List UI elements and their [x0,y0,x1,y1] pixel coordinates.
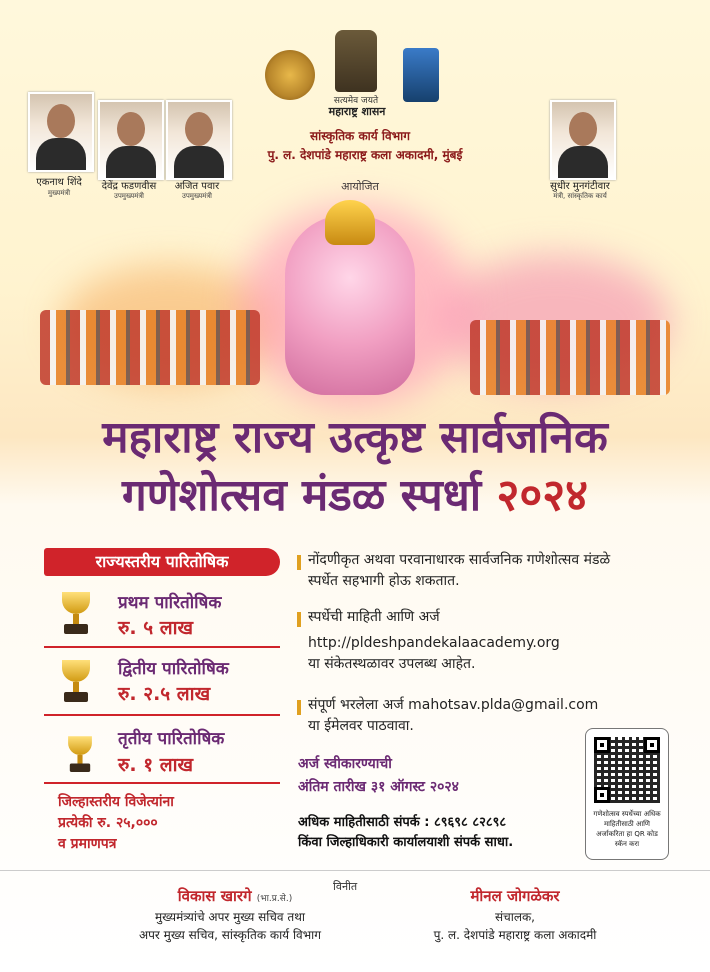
portrait-cm [28,92,94,172]
signatory-1-name [110,886,360,906]
eligibility-text [308,550,610,592]
sig-line: पु. ल. देशपांडे महाराष्ट्र कला अकादमी [433,928,597,942]
prize-amount: रु. २.५ लाख [118,683,211,705]
district-line: प्रत्येकी रु. २५,००० [58,815,158,831]
signatory-1-title [80,908,380,944]
footer-divider [0,870,710,871]
deadline [298,753,459,799]
contact-line: अधिक माहितीसाठी संपर्क : ८९६९८ ८२८९८ [298,815,507,830]
dignitary-name: देवेंद्र फडणवीस [101,181,157,192]
portrait-dcm-2 [166,100,232,180]
qr-finder [594,787,610,803]
website-link[interactable]: http://pldeshpandekalaacademy.org [308,635,560,651]
dignitary-name: सुधीर मुनगंटीवार [550,181,610,192]
trophy-icon [63,736,97,773]
academy-name: पु. ल. देशपांडे महाराष्ट्र कला अकादमी, मुंबई [267,148,463,162]
prize-amount: रु. १ लाख [118,754,194,776]
info-line: स्पर्धेची माहिती आणि अर्ज [308,609,440,625]
trophy-icon [56,592,96,636]
main-title-line-2 [0,468,710,524]
info-line: स्पर्धेत सहभागी होऊ शकतात. [308,573,460,589]
qr-code-box[interactable] [585,728,669,860]
form-info-text [308,607,560,675]
state-seal-icon [265,50,315,100]
bullet-icon [297,700,301,715]
organised-label: आयोजित [341,180,379,193]
department-name: सांस्कृतिक कार्य विभाग [310,129,410,143]
district-line: व प्रमाणपत्र [58,836,117,852]
sig1-suffix: (भा.प्र.से.) [256,894,293,904]
sig1-name: विकास खारगे [177,887,252,905]
bullet-icon [297,612,301,627]
info-line: या ईमेलवर पाठवावा. [308,718,414,734]
prize-amount: रु. ५ लाख [118,617,194,639]
district-prize [58,792,288,855]
email-line[interactable]: संपूर्ण भरलेला अर्ज mahotsav.plda@gmail.com [308,697,599,713]
national-emblem-icon [335,30,377,92]
bullet-icon [297,555,301,570]
sig-line: संचालक, [494,910,535,924]
dignitary-name: एकनाथ शिंदे [36,177,82,188]
sig-line: अपर मुख्य सचिव, सांस्कृतिक कार्य विभाग [138,928,322,942]
crowd-right [470,320,670,395]
submission-text [308,695,598,737]
title-year: २०२४ [496,470,589,521]
dignitary-role: मुख्यमंत्री [47,189,71,197]
qr-finder [644,737,660,753]
emblem-motto: सत्यमेव जयते [333,96,379,106]
dignitary-role: उपमुख्यमंत्री [113,192,145,200]
deadline-line: अंतिम तारीख ३१ ऑगस्ट २०२४ [298,779,459,795]
dignitary-role: मंत्री, सांस्कृतिक कार्य [553,192,607,200]
dignitary-role: उपमुख्यमंत्री [181,192,213,200]
divider [44,714,280,716]
prize-heading: राज्यस्तरीय पारितोषिक [44,548,280,576]
contact-line: किंवा जिल्हाधिकारी कार्यालयाशी संपर्क साधा. [298,835,514,850]
title-main: गणेशोत्सव मंडळ स्पर्धा [121,470,497,521]
gov-label: महाराष्ट्र शासन [328,105,386,118]
contact-info [298,813,513,853]
qr-caption: गणेशोत्सव स्पर्धेच्या अधिक माहितीसाठी आणि अर्जाकरिता हा QR कोड स्कॅन करा [593,810,661,848]
dignitary-name: अजित पवार [174,181,220,192]
crown-icon [325,200,375,245]
divider [44,646,280,648]
divider [44,782,280,784]
sig-line: मुख्यमंत्र्यांचे अपर मुख्य सचिव तथा [154,910,306,924]
trophy-icon [56,660,96,704]
prize-name: तृतीय पारितोषिक [118,729,225,749]
qr-finder [594,737,610,753]
main-title-line-1: महाराष्ट्र राज्य उत्कृष्ट सार्वजनिक [102,412,608,463]
deadline-line: अर्ज स्वीकारण्याची [298,756,392,772]
vinit-label: विनीत [333,880,358,893]
portrait-minister [550,100,616,180]
academy-logo-icon [403,48,439,102]
portrait-dcm-1 [98,100,164,180]
crowd-left [40,310,260,385]
district-line: जिल्हास्तरीय विजेत्यांना [58,794,174,810]
signatory-2-name: मीनल जोगळेकर [470,887,560,905]
info-line: नोंदणीकृत अथवा परवानाधारक सार्वजनिक गणेशोत्सव मंडळे [308,552,611,568]
prize-name: प्रथम पारितोषिक [118,593,222,613]
info-line: या संकेतस्थळावर उपलब्ध आहेत. [308,656,476,672]
signatory-2-title [395,908,635,944]
prize-name: द्वितीय पारितोषिक [118,659,229,679]
